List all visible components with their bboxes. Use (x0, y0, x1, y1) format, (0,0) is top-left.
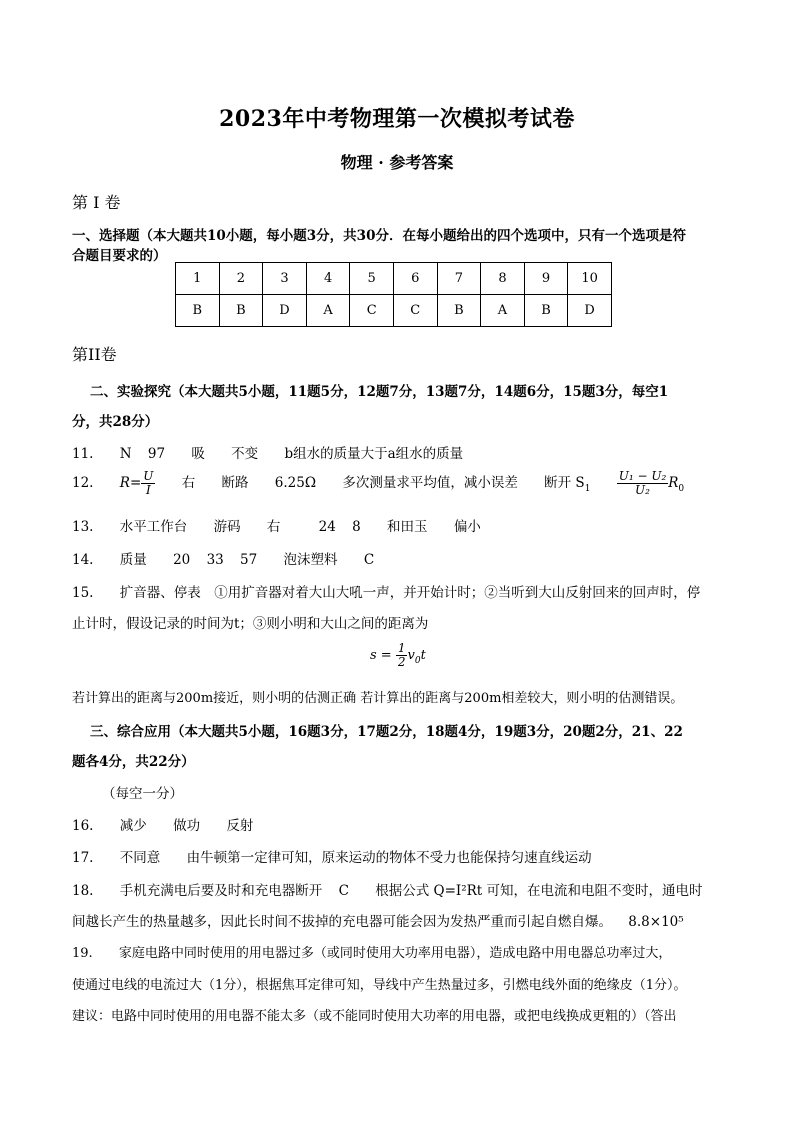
q15-text: 扩音器、停表 ①用扩音器对着大山大吼一声，并开始计时；②当听到大山反射回来的回声时，停 (119, 585, 701, 601)
q16-number: 16. (72, 818, 94, 834)
table-cell: B (524, 295, 568, 327)
q13-number: 13. (72, 519, 94, 535)
q15-number: 15. (72, 585, 94, 601)
q11-answer: N (119, 446, 132, 462)
q12-answer: 断开 S (544, 475, 585, 492)
q17-answer: 由牛顿第一定律可知，原来运动的物体不受力也能保持匀速直线运动 (186, 850, 592, 866)
table-row-numbers (176, 263, 612, 295)
table-cell: A (306, 295, 350, 327)
q14-answer: 20 (173, 552, 191, 568)
choice-answer-table (175, 262, 612, 327)
fraction-denominator: U₂ (635, 483, 650, 498)
q15-formula-t: t (420, 648, 426, 664)
q12-r-label: R= (119, 475, 142, 492)
q14-answer: 57 (240, 552, 258, 568)
q18-number: 18. (72, 883, 94, 899)
q16-line (72, 814, 253, 834)
page-title: 2023年中考物理第一次模拟考试卷 (219, 106, 575, 132)
q15-line-2: 止计时，假设记录的时间为t；③则小明和大山之间的距离为 (72, 616, 429, 632)
q18-answer: 8.8×10⁵ (628, 914, 684, 930)
q11-answer: 吸 (191, 446, 205, 462)
q14-answer: 质量 (119, 552, 147, 568)
section2-title (90, 380, 668, 400)
section2-title-cont: 分，共28分） (72, 414, 159, 430)
q15-formula (370, 642, 426, 669)
q11-answer: 不变 (231, 446, 259, 462)
page-subtitle: 物理 · 参考答案 (340, 153, 454, 172)
section3-title-cont: 题各4分，共22分） (72, 754, 195, 770)
q11-line (72, 442, 463, 462)
q18-answer: 手机充满电后要及时和充电器断开 (119, 883, 323, 899)
section1-title: 一、选择题（本大题共10小题，每小题3分，共30分．在每小题给出的四个选项中，只有一个选项是符 (72, 228, 686, 244)
table-cell: 2 (219, 263, 263, 295)
q15-formula-v-sub: 0 (414, 655, 421, 666)
section1-title-cont: 合题目要求的） (72, 248, 167, 264)
q12-answer: 6.25Ω (274, 475, 317, 492)
q17-number: 17. (72, 850, 94, 866)
table-cell: C (393, 295, 437, 327)
table-cell: 8 (481, 263, 525, 295)
q15-formula-fraction (396, 642, 408, 669)
q19-number: 19. (72, 946, 93, 961)
table-cell: B (176, 295, 220, 327)
q13-line (72, 515, 481, 535)
q13-answer: 右 (266, 519, 281, 535)
table-cell: 5 (350, 263, 394, 295)
q17-line (72, 846, 592, 866)
q12-answer: 断路 (221, 475, 249, 492)
table-cell: B (219, 295, 263, 327)
table-cell: 7 (437, 263, 481, 295)
q18-answer: 间越长产生的热量越多，因此长时间不拔掉的充电器可能会因为发热严重而引起自燃自爆。 (72, 914, 612, 930)
q19-line-1 (72, 942, 671, 961)
q11-number: 11. (72, 446, 94, 462)
q12-r-fraction (141, 470, 155, 497)
q13-answer: 24 (318, 519, 336, 535)
fraction-numerator: U₁ − U₂ (618, 469, 667, 483)
q15-formula-s: s = (370, 648, 392, 664)
q14-answer: C (363, 552, 375, 568)
fraction-denominator: 2 (397, 655, 406, 670)
section3-title-text: 三、综合应用（本大题共5小题，16题3分，17题2分，18题4分，19题3分，20题2分，21、22 (90, 724, 683, 740)
part1-label: 第 I 卷 (72, 193, 121, 212)
q15-line-3: 若计算出的距离与200m接近，则小明的估测正确 若计算出的距离与200m相差较大，则小明的估测错误。 (72, 691, 684, 706)
q12-formula-r: R (668, 475, 679, 492)
q14-answer: 泡沫塑料 (283, 552, 338, 568)
q18-answer: 根据公式 Q=I²Rt 可知，在电流和电阻不变时，通电时 (375, 883, 703, 899)
q12-answer: 右 (181, 475, 196, 492)
q14-line (72, 548, 374, 568)
q11-answer: b组水的质量大于a组水的质量 (284, 446, 464, 462)
q18-answer: C (338, 883, 349, 899)
table-cell: 1 (176, 263, 220, 295)
section3-title (90, 720, 683, 740)
q18-line-2 (72, 910, 684, 930)
q15-line-1 (72, 581, 700, 601)
q11-answer: 97 (147, 446, 166, 462)
table-cell: D (263, 295, 307, 327)
q19-line-3: 建议：电路中同时使用的用电器不能太多（或不能同时使用大功率的用电器，或把电线换成更粗的）（答出 (72, 1009, 677, 1024)
table-row-answers (176, 295, 612, 327)
q17-answer: 不同意 (119, 850, 161, 866)
q19-text: 家庭电路中同时使用的用电器过多（或同时使用大功率用电器），造成电路中用电器总功率过大， (118, 946, 672, 961)
q18-line-1 (72, 879, 703, 899)
q16-answer: 反射 (226, 818, 254, 834)
q12-line (72, 470, 684, 497)
q13-answer: 偏小 (453, 519, 481, 535)
fraction-denominator: I (145, 483, 151, 498)
q15-formula-v: v (407, 648, 415, 664)
q13-answer: 8 (352, 519, 361, 535)
table-cell: 6 (393, 263, 437, 295)
q13-answer: 和田玉 (387, 519, 428, 535)
table-cell: 10 (568, 263, 612, 295)
table-cell: C (350, 295, 394, 327)
q12-formula-fraction (617, 470, 669, 497)
q12-answer-sub: 1 (584, 483, 591, 494)
fraction-numerator: U (143, 469, 154, 483)
scoring-note: （每空一分） (102, 786, 183, 802)
table-cell: 3 (263, 263, 307, 295)
table-cell: 9 (524, 263, 568, 295)
fraction-numerator: 1 (397, 641, 406, 655)
table-cell: B (437, 295, 481, 327)
table-cell: 4 (306, 263, 350, 295)
q12-formula-r-sub: 0 (678, 483, 685, 494)
q12-number: 12. (72, 475, 94, 492)
q13-answer: 水平工作台 (119, 519, 188, 535)
table-cell: D (568, 295, 612, 327)
q12-answer: 多次测量求平均值，减小误差 (342, 475, 518, 492)
q14-number: 14. (72, 552, 94, 568)
section2-title-text: 二、实验探究（本大题共5小题，11题5分，12题7分，13题7分，14题6分，15题3分，每空1 (90, 384, 669, 400)
q13-answer: 游码 (213, 519, 241, 535)
q16-answer: 减少 (119, 818, 147, 834)
q14-answer: 33 (206, 552, 224, 568)
q19-line-2: 使通过电线的电流过大（1分），根据焦耳定律可知，导线中产生热量过多，引燃电线外面的绝缘皮（1分）。 (72, 978, 687, 993)
table-cell: A (481, 295, 525, 327)
q16-answer: 做功 (173, 818, 201, 834)
part2-label: 第II卷 (72, 345, 117, 364)
